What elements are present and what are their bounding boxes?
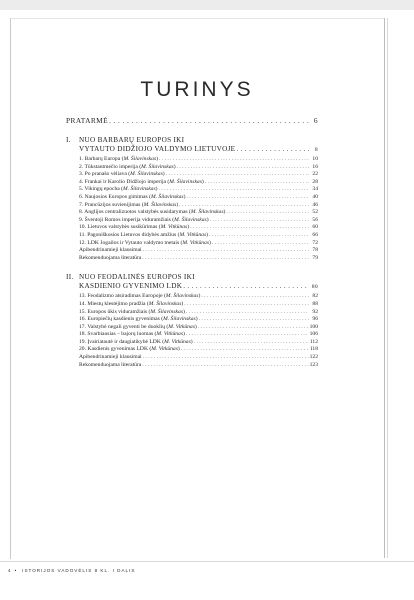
toc-item-label: 8. Anglijos centralizuotos valstybės susidarymas (M. Šilavinskas) <box>79 209 226 216</box>
toc-item-title: Europos ūkis viduramžiais <box>87 308 148 315</box>
toc-item[interactable] <box>66 346 318 354</box>
toc-item-number: 8. <box>79 209 84 216</box>
toc-item-page: 46 <box>312 201 318 208</box>
toc-preface-page: 6 <box>313 116 318 125</box>
toc-item[interactable] <box>66 224 318 232</box>
toc-item-label: 14. Miestų klestėjimo pradžia (M. Šilavinskas) <box>79 300 184 307</box>
toc-item[interactable] <box>66 232 318 240</box>
dot-leader <box>236 145 309 154</box>
toc-item-page: 118 <box>309 346 318 353</box>
chapter-heading-line-2[interactable] <box>66 282 318 292</box>
toc-item-page: 79 <box>312 254 318 261</box>
dot-leader <box>186 309 309 317</box>
toc-chapters <box>66 136 318 369</box>
chapter-title-line-2: VYTAUTO DIDŽIOJO VALDYMO LIETUVOJE <box>79 145 236 153</box>
toc-item-label: 11. Pagoniškosios Lietuvos didybės amžius (M. Vitkūnas) <box>79 231 208 238</box>
toc-item-author: M. Šilavinskas <box>148 300 182 307</box>
toc-item-page: 56 <box>312 216 318 223</box>
dot-leader <box>143 354 309 362</box>
toc-item-number: 7. <box>79 201 84 208</box>
toc-item-author: M. Šilavinskas <box>141 163 174 170</box>
dot-leader <box>177 164 309 172</box>
toc-item-label: 2. Tūkstantmečio imperija (M. Šilavinskas) <box>79 163 176 170</box>
footer-rule <box>0 561 414 562</box>
dot-leader <box>201 293 309 301</box>
chapter-title-line-2: KASDIENIO GYVENIMO LDK <box>79 282 183 291</box>
toc-item-number: 20. <box>79 346 86 353</box>
toc-item-number: 1. <box>79 156 84 162</box>
toc-item[interactable] <box>66 194 318 202</box>
chapter-number: II. <box>66 273 74 282</box>
toc-item-label: 6. Naujosios Europos gimimas (M. Šilavinskas) <box>79 193 186 200</box>
dot-leader <box>142 255 309 263</box>
toc-item-author: M. Šilavinskas <box>123 186 156 193</box>
toc-item-label: 7. Prancūzijos suvienijimas (M. Šilavinskas) <box>79 201 179 208</box>
page-title: TURINYS <box>140 78 254 101</box>
toc-item-number: 17. <box>79 323 86 330</box>
toc-item-page: 88 <box>312 300 318 307</box>
toc-item-label: 18. Svarbiausias – bajorų luomas (M. Vitkūnas) <box>79 331 185 338</box>
toc-item[interactable] <box>66 156 318 164</box>
dot-leader <box>210 217 309 225</box>
toc-item-page: 106 <box>309 331 318 338</box>
footer-page-number: 4 <box>8 568 12 573</box>
footer-separator: • <box>14 568 18 573</box>
toc-item-page: 72 <box>312 239 318 246</box>
footer-book-title: ISTORIJOS VADOVĖLIS 8 KL. I DALIS <box>22 568 136 573</box>
toc-item[interactable] <box>66 316 318 324</box>
toc-item-author: M. Šilavinskas <box>169 178 202 185</box>
toc-item-title: Valstybė negali gyventi be duoklių <box>87 323 165 330</box>
toc-item-title: Feodalizmo atsiradimas Europoje <box>87 293 163 300</box>
toc-item-label: 19. Įvairiatautė ir daugiatikybė LDK (M. Vitkūnas) <box>79 338 193 345</box>
toc-item-label: 1. Barbarų Europa (M. Šilavinskas) <box>79 156 158 162</box>
next-page-edge <box>387 18 388 558</box>
toc-item-page: 52 <box>312 209 318 216</box>
toc-item-page: 66 <box>312 231 318 238</box>
toc-item[interactable] <box>66 309 318 317</box>
toc-item-label: 9. Šventoji Romos imperija viduramžiais (M. Šilavinskas) <box>79 216 209 223</box>
toc-item-author: M. Šilavinskas <box>174 216 207 223</box>
toc-item[interactable] <box>66 186 318 194</box>
toc-item-page: 28 <box>312 178 318 185</box>
toc-item-title: Barbarų Europa <box>84 156 121 162</box>
chapter-heading[interactable] <box>66 273 318 282</box>
toc-preface-label: PRATARMĖ <box>66 116 109 125</box>
toc-item-title: Rekomenduojama literatūra <box>79 361 142 368</box>
table-of-contents <box>66 116 318 369</box>
toc-item-title: Frankai ir Karolio Didžiojo imperija <box>84 178 167 185</box>
toc-item-label: 3. Po pranašo vėliava (M. Šilavinskas) <box>79 171 165 178</box>
toc-item-author: M. Vitkūnas <box>182 239 210 246</box>
toc-item-author: M. Šilavinskas <box>150 193 184 200</box>
toc-item[interactable] <box>66 247 318 255</box>
chapter-number: I. <box>66 136 71 144</box>
toc-item-number: 11. <box>79 231 86 238</box>
dot-leader <box>226 209 309 217</box>
toc-item-label <box>79 247 142 255</box>
toc-item[interactable] <box>66 331 318 339</box>
toc-item-number: 16. <box>79 316 86 323</box>
toc-item-title: Tūkstantmečio imperija <box>84 163 138 170</box>
toc-item-title: Kasdienis gyvenimas LDK <box>87 346 148 353</box>
toc-item-title: Lietuvos valstybės susikūrimas <box>87 224 158 231</box>
toc-item-label: 15. Europos ūkis viduramžiais (M. Šilavinskas) <box>79 308 185 315</box>
toc-item-page: 78 <box>312 247 318 254</box>
chapter-page: 80 <box>311 284 318 291</box>
toc-preface[interactable] <box>66 116 318 125</box>
toc-item-title: Naujosios Europos gimimas <box>84 193 148 200</box>
toc-item-author: M. Šilavinskas <box>123 156 157 162</box>
toc-item-label <box>79 354 142 362</box>
toc-item[interactable] <box>66 362 318 370</box>
toc-item-title: Vikingų epocha <box>84 186 120 193</box>
chapter-heading-line-2[interactable] <box>66 145 318 155</box>
toc-item-label <box>79 362 141 370</box>
toc-item-page: 10 <box>312 156 318 162</box>
toc-chapter <box>66 273 318 369</box>
toc-item-number: 6. <box>79 193 84 200</box>
toc-item-title: Pagoniškosios Lietuvos didybės amžius <box>87 231 177 238</box>
window-top-strip <box>0 0 414 10</box>
toc-item-title: Apibendrinamieji klausimai <box>79 354 142 361</box>
dot-leader <box>109 116 309 125</box>
dot-leader <box>183 282 309 291</box>
page-gutter-line <box>384 18 385 558</box>
dot-leader <box>186 331 309 339</box>
toc-item-number: 13. <box>79 293 86 300</box>
chapter-heading[interactable] <box>66 136 318 145</box>
toc-item-page: 60 <box>312 224 318 231</box>
toc-item-number: 14. <box>79 300 86 307</box>
dot-leader <box>205 179 309 187</box>
toc-item-title: Svarbiausias – bajorų luomas <box>87 331 154 338</box>
dot-leader <box>159 156 309 164</box>
toc-item-title: Miestų klestėjimo pradžia <box>87 300 146 307</box>
toc-item-page: 96 <box>312 316 318 323</box>
toc-item-title: Po pranašo vėliava <box>84 171 127 178</box>
toc-item[interactable] <box>66 293 318 301</box>
toc-item-page: 92 <box>312 308 318 315</box>
toc-item-label: 16. Europiečių kasdienis gyvenimas (M. Šilavinskas) <box>79 316 198 323</box>
toc-item[interactable] <box>66 301 318 309</box>
toc-item-label: 17. Valstybė negali gyventi be duoklių (M. Vitkūnas) <box>79 323 197 330</box>
toc-item-page: 40 <box>312 193 318 200</box>
toc-item-number: 10. <box>79 224 86 231</box>
toc-item[interactable] <box>66 209 318 217</box>
dot-leader <box>190 224 309 232</box>
toc-item-title: Europiečių kasdienis gyvenimas <box>87 316 160 323</box>
toc-item-label: 4. Frankai ir Karolio Didžiojo imperija (M. Šilavinskas) <box>79 178 204 185</box>
dot-leader <box>181 346 309 354</box>
toc-item-title: Rekomenduojama literatūra <box>79 254 142 261</box>
chapter-title-line-1: NUO FEODALINĖS EUROPOS IKI <box>79 273 195 282</box>
toc-item-page: 16 <box>312 163 318 170</box>
toc-item-title: Įvairiatautė ir daugiatikybė LDK <box>87 338 161 345</box>
toc-item[interactable] <box>66 171 318 179</box>
page-footer <box>8 568 135 573</box>
toc-item-label <box>79 255 141 263</box>
toc-item-author: M. Vitkūnas <box>179 231 207 238</box>
dot-leader <box>166 171 309 179</box>
toc-item-title: Apibendrinamieji klausimai <box>79 247 142 254</box>
toc-chapter <box>66 136 318 262</box>
toc-item-author: M. Vitkūnas <box>160 224 188 231</box>
toc-item-number: 9. <box>79 216 84 223</box>
toc-item-number: 2. <box>79 163 84 170</box>
toc-item[interactable] <box>66 255 318 263</box>
toc-item-number: 4. <box>79 178 84 185</box>
toc-item-title: LDK Jogailos ir Vytauto valdymo metais <box>87 239 180 246</box>
toc-item-author: M. Vitkūnas <box>168 323 195 330</box>
dot-leader <box>186 194 309 202</box>
dot-leader <box>143 247 309 255</box>
dot-leader <box>198 324 309 332</box>
toc-item-number: 15. <box>79 308 86 315</box>
dot-leader <box>194 339 309 347</box>
toc-item-label: 5. Vikingų epocha (M. Šilavinskas) <box>79 186 158 193</box>
toc-item-label: 20. Kasdienis gyvenimas LDK (M. Vitkūnas) <box>79 346 180 353</box>
toc-item-author: M. Šilavinskas <box>165 293 199 300</box>
toc-item-page: 82 <box>312 293 318 300</box>
toc-item-label: 13. Feodalizmo atsiradimas Europoje (M. Šilavinskas) <box>79 293 201 300</box>
toc-item[interactable] <box>66 354 318 362</box>
toc-item-number: 18. <box>79 331 86 338</box>
toc-item-page: 122 <box>309 354 318 361</box>
toc-item-author: M. Vitkūnas <box>151 346 178 353</box>
toc-item-author: M. Vitkūnas <box>164 338 191 345</box>
toc-item-title: Prancūzijos suvienijimas <box>84 201 141 208</box>
toc-item-label: 12. LDK Jogailos ir Vytauto valdymo metais (M. Vitkūnas) <box>79 239 211 246</box>
dot-leader <box>199 316 309 324</box>
toc-item-page: 22 <box>312 171 318 178</box>
toc-item-author: M. Šilavinskas <box>190 209 224 216</box>
toc-item-author: M. Šilavinskas <box>163 316 196 323</box>
toc-item-number: 3. <box>79 171 84 178</box>
dot-leader <box>212 240 309 248</box>
dot-leader <box>159 186 309 194</box>
chapter-title-line-1: NUO BARBARŲ EUROPOS IKI <box>79 136 185 144</box>
chapter-page: 8 <box>314 147 318 153</box>
toc-item-author: M. Šilavinskas <box>130 171 163 178</box>
dot-leader <box>209 232 309 240</box>
toc-item-number: 5. <box>79 186 84 193</box>
toc-item-page: 100 <box>309 323 318 330</box>
toc-item-number: 19. <box>79 338 86 345</box>
toc-item-number: 12. <box>79 239 86 246</box>
toc-item-title: Anglijos centralizuotos valstybės susidarymas <box>84 209 188 216</box>
toc-item-author: M. Šilavinskas <box>143 201 177 208</box>
toc-item-page: 123 <box>309 361 318 368</box>
toc-item-author: M. Šilavinskas <box>150 308 183 315</box>
toc-item-author: M. Vitkūnas <box>156 331 184 338</box>
toc-item-title: Šventoji Romos imperija viduramžiais <box>84 216 171 223</box>
toc-item-page: 34 <box>312 186 318 193</box>
dot-leader <box>142 362 308 370</box>
toc-item-page: 112 <box>309 338 318 345</box>
toc-item-label: 10. Lietuvos valstybės susikūrimas (M. Vitkūnas) <box>79 224 190 231</box>
dot-leader <box>184 301 309 309</box>
toc-item[interactable] <box>66 240 318 248</box>
